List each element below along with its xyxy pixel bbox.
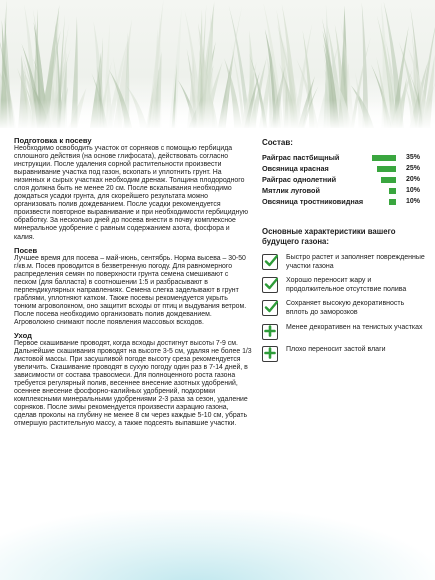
grass-name: Овсяница тростниковидная [262,197,364,206]
characteristic-text: Плохо переносит застой влаги [286,345,386,353]
info-column [262,138,427,368]
grass-name: Райграс пастбищный [262,153,340,162]
section-heading: Уход [14,330,32,340]
composition-row [262,185,427,196]
characteristics-list [262,254,427,362]
characteristic-item [262,254,427,271]
characteristic-text: Менее декоративен на тенистых участках [286,323,423,331]
share-value: 10% [405,198,420,205]
section-heading: Подготовка к посеву [14,136,92,145]
composition-row [262,163,427,174]
characteristic-text: Быстро растет и заполняет поврежденные участки газона [286,254,425,270]
characteristic-text: Хорошо переносит жару и продолжительное отсутствие полива [286,277,407,293]
share-value: 20% [405,176,420,183]
section-preparation [14,136,252,242]
plus-icon [262,324,278,340]
section-text: Необходимо освободить участок от сорняков с помощью гербицида сплошного действия (на основе глифосата), действовать согласно инструкции. После удаления сорной растительности произвести выравнивание участка под газон, вскопать и уплотнить грунт. На низинных и сырых участках необходим дренаж. Толщина плодородного слоя должна быть не менее 20 см. После вскапывания необходимо дождаться усадки грунта, для скорейшего результата можно организовать полив дождеванием. После усадки рекомендуется произвести повторное выравнивание и при необходимости гербицидную обработку. За несколько дней до посева внести в почву комплексное минеральное удобрение с равным содержанием азота, фосфора и калия. [14,145,248,241]
grass-name: Мятлик луговой [262,186,320,195]
section-heading: Посев [14,245,38,255]
share-value: 35% [405,154,420,161]
characteristic-text: Сохраняет высокую декоративность вплоть до заморозков [286,300,405,316]
share-value: 10% [405,187,420,194]
characteristic-item [262,300,427,317]
grass-name: Райграс однолетний [262,175,337,184]
share-bar [389,199,396,205]
grass-background [0,0,435,128]
section-text: Первое скашивание проводят, когда всходы достигнут высоты 7-9 см. Дальнейшие скашивания проводят на высоте 3-5 см, удаляя не более 1/3 листовой массы. При засушливой погоде высоту среза рекомендуется увеличить. Скашивание проводят в сухую погоду один раз в 7-14 дней, в зависимости от состава травосмеси. Для полноценного роста газона требуется регулярный полив, весеннее внесение азотных удобрений, осеннее внесение фосфорно-калийных удобрений, подкормки комплексными минеральными удобрениями 2-3 раза за сезон, удаление сорняков. После зимы рекомендуется произвести аэрацию газона, сделав проколы на глубину не менее 8 см через каждые 5-10 см, убрать отмершую растительную массу, а также подсеять выпавшие участки. [14,339,252,428]
share-bar [372,155,396,161]
bottom-glow [0,510,435,580]
instructions-column [14,136,252,433]
characteristic-item [262,346,427,362]
share-bar [377,166,396,172]
section-care [14,331,252,429]
characteristics-heading: Основные характеристики вашего будущего газона: [262,227,396,246]
share-bar [389,188,396,194]
composition-heading: Состав: [262,138,293,147]
composition-row [262,196,427,207]
characteristic-item [262,277,427,294]
section-sowing [14,246,252,327]
composition-row [262,152,427,163]
check-icon [262,254,278,270]
share-bar [381,177,396,183]
share-value: 25% [405,165,420,172]
section-text: Лучшее время для посева – май-июнь, сентябрь. Норма высева – 30-50 г/кв.м. Посев проводится в безветренную погоду. Для равномерного распределения семян по поверхности грунта семена смешивают с песком (для балласта) в соотношении 1:5 и разбрасывают в перпендикулярных направлениях. Семена слегка заделывают в грунт граблями, уплотняют катком. Также посевы рекомендуется укрыть тонким агроволокном, оно защитит всходы от птиц и выдувания ветром. После посева необходимо организовать полив дождеванием. Агроволокно снимают после появления массовых всходов. [14,254,247,326]
composition-list [262,152,427,207]
composition-row [262,174,427,185]
check-icon [262,300,278,316]
grass-name: Овсяница красная [262,164,329,173]
grass-fade [0,100,435,130]
plus-icon [262,346,278,362]
check-icon [262,277,278,293]
characteristic-item [262,324,427,340]
